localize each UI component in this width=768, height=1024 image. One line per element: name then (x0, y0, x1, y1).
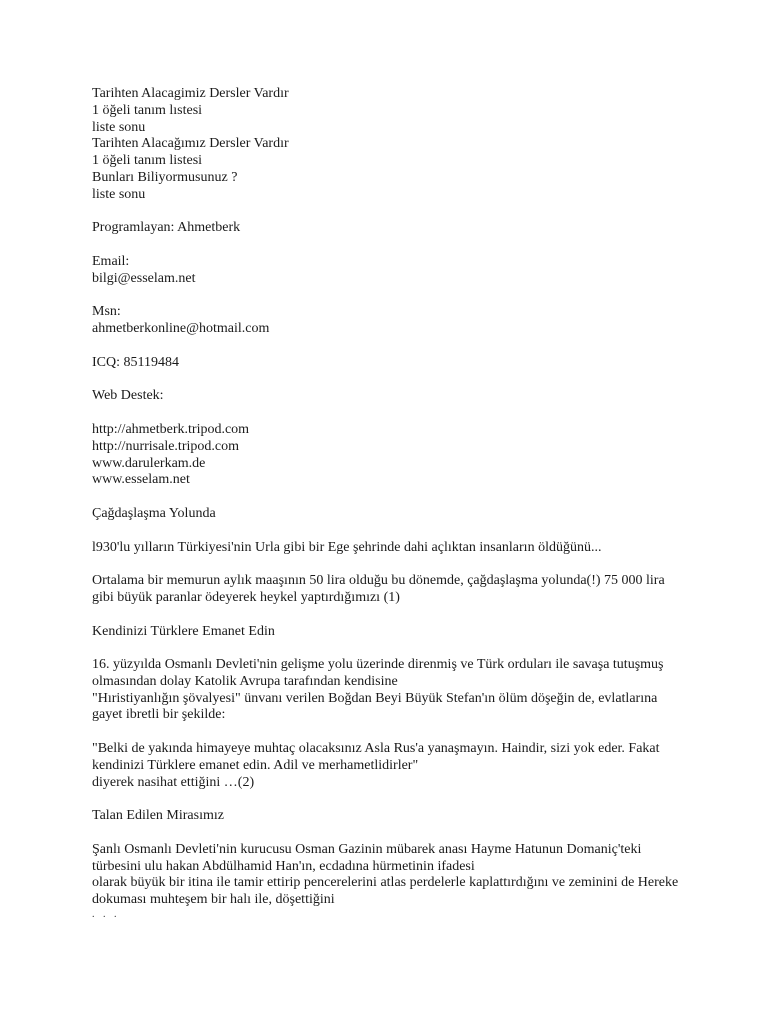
continuation-ellipsis: . . . (92, 909, 120, 921)
intro-line-4: Tarihten Alacağımız Dersler Vardır (92, 136, 289, 152)
icq-number: ICQ: 85119484 (92, 354, 179, 370)
section-heading-emanet: Kendinizi Türklere Emanet Edin (92, 623, 275, 639)
email-label: Email: (92, 253, 130, 269)
spacer (92, 372, 682, 389)
intro-line-3: liste sonu (92, 119, 146, 135)
section1-paragraph-2: Ortalama bir memurun aylık maaşının 50 lira olduğu bu dönemde, çağdaşlaşma yolunda(!) 75 000 lira gibi büyük paranlar ödeyerek heykel yaptırdığımızı (1) (92, 573, 665, 605)
section3-paragraph-1: Şanlı Osmanlı Devleti'nin kurucusu Osman Gazinin mübarek anası Hayme Hatunun Domaniç'teki türbesini ulu hakan Abdülhamid Han'ın, ecdadına hürmetinin ifadesi (92, 841, 642, 874)
section2-paragraph-1: 16. yüzyılda Osmanlı Devleti'nin gelişme yolu üzerinde direnmiş ve Türk orduları ile savaşa tutuşmuş olmasından dolay Katolik Avrupa tarafından kendisine (92, 657, 664, 689)
spacer (92, 489, 682, 506)
msn-link[interactable]: ahmetberkonline@hotmail.com (92, 321, 270, 337)
spacer (92, 640, 682, 657)
intro-line-6: Bunları Biliyormusunuz ? (92, 169, 238, 185)
spacer (92, 556, 682, 573)
email-link[interactable]: bilgi@esselam.net (92, 270, 196, 286)
section2-quote: "Belki de yakında himayeye muhtaç olacaksınız Asla Rus'a yanaşmayın. Haindir, sizi yok eder. Fakat kendinizi Türklere emanet edin. Adil ve merhametlidirler" (92, 741, 660, 773)
spacer (92, 724, 682, 741)
section-heading-talan: Talan Edilen Mirasımız (92, 808, 224, 824)
web-link-nurrisale[interactable]: http://nurrisale.tripod.com (92, 438, 239, 454)
spacer (92, 791, 682, 808)
document-body (92, 86, 682, 921)
intro-line-5: 1 öğeli tanım listesi (92, 153, 203, 169)
spacer (92, 607, 682, 624)
intro-line-7: liste sonu (92, 186, 146, 202)
section2-paragraph-1b: "Hıristiyanlığın şövalyesi" ünvanı verilen Boğdan Beyi Büyük Stefan'ın ölüm döşeğin de, evlatlarına gayet ibretli bir şekilde: (92, 690, 658, 723)
web-link-darulerkam[interactable]: www.darulerkam.de (92, 455, 206, 471)
intro-line-1: Tarihten Alacagimiz Dersler Vardır (92, 86, 289, 101)
spacer (92, 338, 682, 355)
section1-paragraph-1: l930'lu yılların Türkiyesi'nin Urla gibi bir Ege şehrinde dahi açlıktan insanların öldüğünü... (92, 539, 602, 555)
spacer (92, 523, 682, 540)
web-support-label: Web Destek: (92, 388, 164, 404)
spacer (92, 405, 682, 422)
intro-line-2: 1 öğeli tanım lıstesi (92, 102, 203, 118)
programmer-credit: Programlayan: Ahmetberk (92, 220, 241, 236)
spacer (92, 825, 682, 842)
section2-after-quote: diyerek nasihat ettiğini …(2) (92, 774, 255, 790)
section3-paragraph-1b: olarak büyük bir itina ile tamir ettirip pencerelerini atlas perdelerle kaplattırdığını ve zeminini de Hereke dokuması muhteşem bir halı ile, döşettiğini (92, 875, 679, 908)
spacer (92, 237, 682, 254)
web-link-esselam[interactable]: www.esselam.net (92, 472, 190, 488)
spacer (92, 204, 682, 221)
msn-label: Msn: (92, 304, 121, 320)
web-link-ahmetberk[interactable]: http://ahmetberk.tripod.com (92, 421, 250, 437)
section-heading-cagdaslasma: Çağdaşlaşma Yolunda (92, 505, 216, 521)
spacer (92, 288, 682, 305)
